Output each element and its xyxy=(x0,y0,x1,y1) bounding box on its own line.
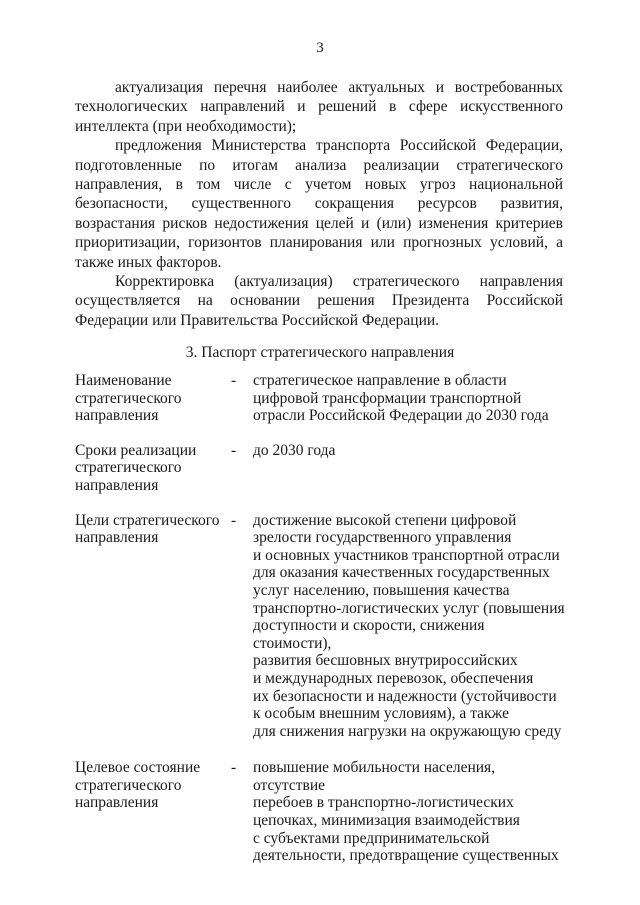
passport-label: Сроки реализации стратегического направления xyxy=(75,441,197,494)
passport-label: Наименование стратегического направления xyxy=(75,372,182,425)
passport-dash: - xyxy=(231,372,237,389)
passport-value: до 2030 года xyxy=(253,441,336,459)
page-number: 3 xyxy=(316,40,324,56)
body-text xyxy=(75,78,563,330)
passport-dash: - xyxy=(231,441,237,459)
passport-table xyxy=(75,372,565,865)
passport-row-terms xyxy=(75,442,565,495)
paragraph-ministry-proposals: предложения Министерства транспорта Российской Федерации, подготовленные по итогам анализа реализации стратегического направления, в том числе с учетом новых угроз национальной безопасности, существенного сокращения ресурсов развития, возрастания рисков недостижения целей и (или) изменения критериев приоритизации, горизонтов планирования или прогнозных условий, а также иных факторов. xyxy=(75,137,563,271)
passport-dash: - xyxy=(231,511,237,529)
passport-value: повышение мобильности населения, отсутствие перебоев в транспортно-логистических цепочках, минимизация взаимодействия с субъектами предпринимательской деятельности, предотвращение существенных xyxy=(253,759,559,865)
passport-label: Цели стратегического направления xyxy=(75,511,220,547)
passport-label: Целевое состояние стратегического направления xyxy=(75,759,201,812)
paragraph-ai-list-update: актуализация перечня наиболее актуальных и востребованных технологических направлений и решений в сфере искусственного интеллекта (при необходимости); xyxy=(75,79,563,135)
section-heading: 3. Паспорт стратегического направления xyxy=(185,344,455,361)
passport-row-target xyxy=(75,759,565,865)
passport-value: стратегическое направление в области цифровой трансформации транспортной отрасли Российской Федерации до 2030 года xyxy=(253,372,549,425)
passport-row-goals xyxy=(75,512,565,741)
passport-value: достижение высокой степени цифровой зрелости государственного управления и основных участников транспортной отрасли для оказания качественных государственных услуг населению, повышения качества транспортно-логистических услуг (повышения доступности и скорости, снижения стоимости), развития бесшовных внутрироссийских и международных перевозок, обеспечения их безопасности и надежности (устойчивости к особым внешним условиям), а также для снижения нагрузки на окружающую среду xyxy=(253,511,565,740)
passport-row-name xyxy=(75,372,565,425)
passport-dash: - xyxy=(231,759,237,777)
paragraph-correction-basis: Корректировка (актуализация) стратегического направления осуществляется на основании решения Президента Российской Федерации или Правительства Российской Федерации. xyxy=(75,273,563,329)
